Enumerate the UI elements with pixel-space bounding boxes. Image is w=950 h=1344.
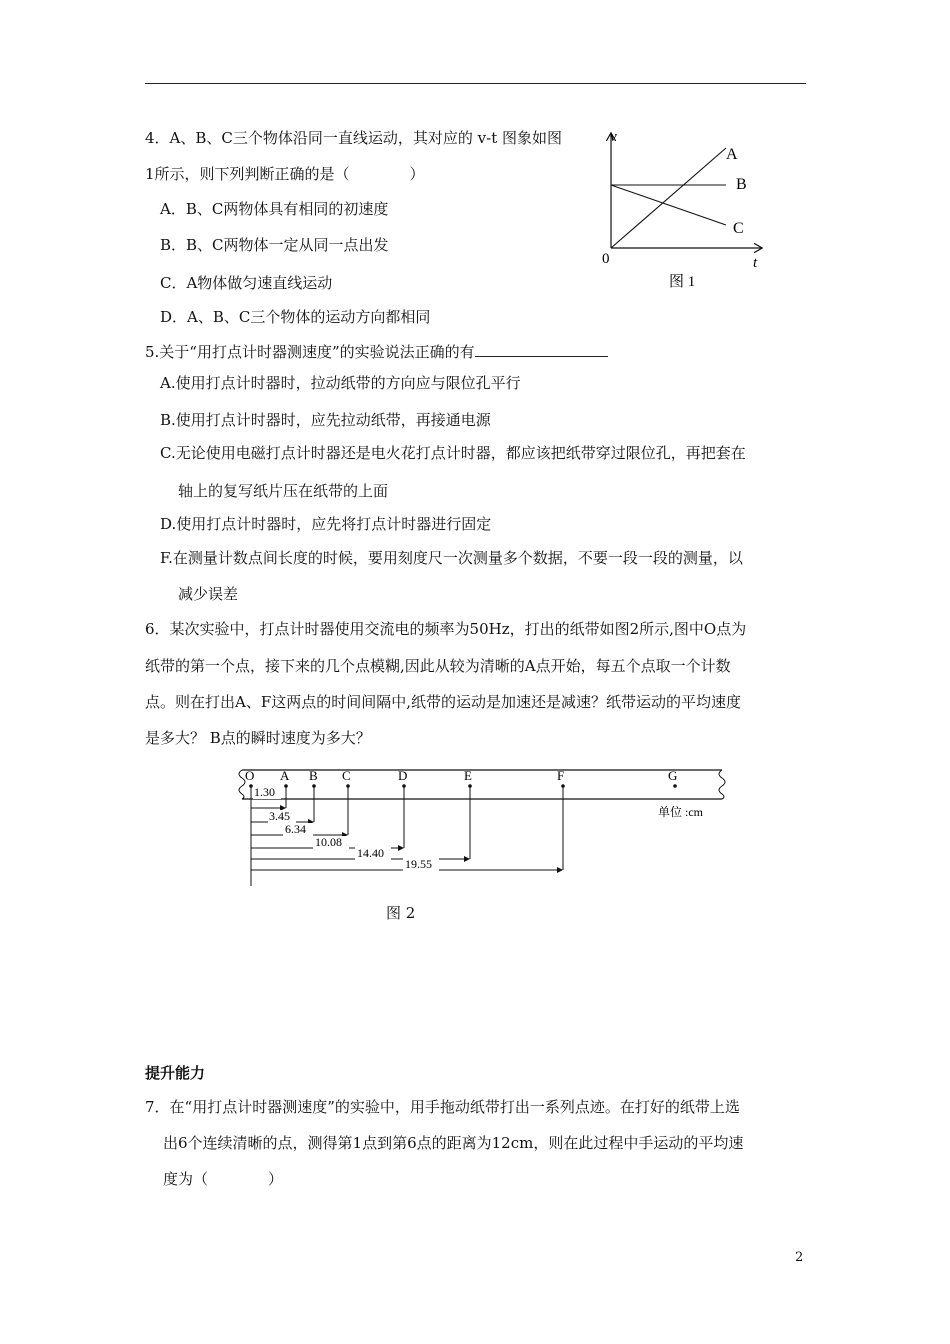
distance-label-1: 1.30	[254, 785, 275, 799]
distance-label-3: 6.34	[285, 822, 306, 836]
origin-label: 0	[602, 251, 610, 267]
figure-2-caption: 图 2	[386, 904, 416, 922]
point-g-label: G	[668, 768, 678, 783]
section-title: 提升能力	[145, 1064, 206, 1082]
q6-stem-line2: 纸带的第一个点，接下来的几个点模糊,因此从较为清晰的A点开始，每五个点取一个计数	[145, 657, 731, 675]
q5-option-a: A.使用打点计时器时，拉动纸带的方向应与限位孔平行	[160, 374, 521, 392]
figure-1-caption: 图 1	[669, 274, 696, 290]
q4-stem-line2: 1所示，则下列判断正确的是（ ）	[145, 165, 425, 183]
distance-label-2: 3.45	[269, 809, 290, 823]
point-b-label: B	[309, 768, 318, 783]
unit-label: 单位 :cm	[658, 805, 703, 819]
q7-stem-line1: 7．在“用打点计时器测速度”的实验中，用手拖动纸带打出一系列点迹。在打好的纸带上选	[145, 1098, 740, 1116]
q6-stem-line3: 点。则在打出A、F这两点的时间间隔中,纸带的运动是加速还是减速？纸带运动的平均速度	[145, 693, 742, 711]
point-a-label: A	[280, 768, 290, 783]
distance-label-4: 10.08	[315, 835, 342, 849]
distance-label-6: 19.55	[405, 857, 432, 871]
q5-option-c-line1: C.无论使用电磁打点计时器还是电火花打点计时器，都应该把纸带穿过限位孔，再把套在	[160, 444, 746, 462]
q6-stem-line4: 是多大？ B点的瞬时速度为多大？	[145, 729, 371, 747]
q4-option-c: C．A物体做匀速直线运动	[160, 274, 333, 292]
q5-stem: 5.关于“用打点计时器测速度”的实验说法正确的有	[145, 340, 608, 362]
q6-stem-line1: 6．某次实验中，打点计时器使用交流电的频率为50Hz，打出的纸带如图2所示,图中O点为	[145, 620, 747, 638]
q4-option-d: D．A、B、C三个物体的运动方向都相同	[160, 308, 431, 326]
figure-1-vt-graph	[595, 128, 775, 298]
t-axis-label: t	[753, 255, 758, 271]
point-f-label: F	[557, 768, 565, 783]
point-c-label: C	[342, 768, 351, 783]
q5-option-b: B.使用打点计时器时，应先拉动纸带，再接通电源	[160, 411, 491, 429]
figure-2-paper-tape	[228, 762, 738, 892]
point-d-label: D	[398, 768, 408, 783]
label-a: A	[726, 146, 738, 163]
q7-stem-line2: 出6个连续清晰的点，测得第1点到第6点的距离为12cm，则在此过程中手运动的平均速	[163, 1134, 744, 1152]
point-e-label: E	[464, 768, 472, 783]
header-rule	[145, 83, 806, 84]
q5-option-c-line2: 轴上的复写纸片压在纸带的上面	[178, 482, 389, 500]
q4-option-a: A．B、C两物体具有相同的初速度	[160, 200, 389, 218]
label-c: C	[733, 220, 744, 237]
v-axis-label: v	[610, 129, 617, 145]
q7-stem-line3: 度为（ ）	[163, 1170, 284, 1188]
line-c	[611, 185, 726, 225]
point-o-label: O	[245, 768, 255, 783]
page-number: 2	[795, 1250, 804, 1265]
distance-label-5: 14.40	[357, 846, 384, 860]
label-b: B	[736, 176, 747, 193]
q5-option-d: D.使用打点计时器时，应先将打点计时器进行固定	[160, 515, 492, 533]
q4-stem-line1: 4．A、B、C三个物体沿同一直线运动，其对应的 v-t 图象如图	[145, 129, 562, 147]
q4-option-b: B．B、C两物体一定从同一点出发	[160, 236, 389, 254]
dot-g	[673, 784, 677, 788]
line-a	[611, 148, 726, 248]
tape-right-break	[719, 770, 725, 799]
q5-answer-blank	[475, 340, 608, 357]
q5-option-f-line2: 减少误差	[178, 585, 239, 603]
q5-option-f-line1: F.在测量计数点间长度的时候，要用刻度尺一次测量多个数据，不要一段一段的测量，以	[160, 549, 743, 567]
